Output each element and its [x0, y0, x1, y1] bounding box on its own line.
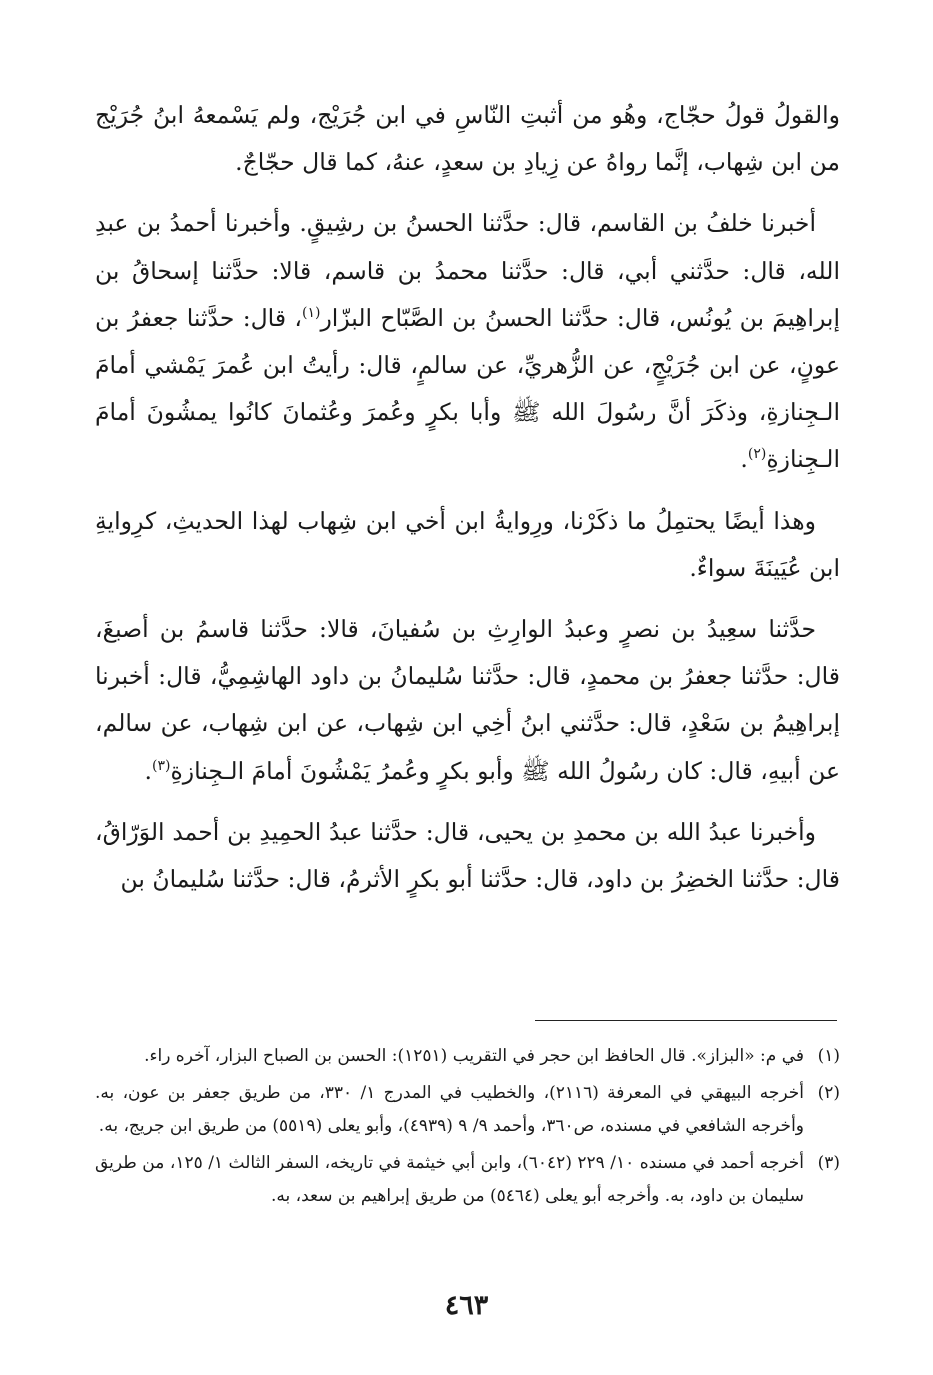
- page-number: ٤٦٣: [444, 1290, 489, 1321]
- paragraph: [95, 92, 840, 186]
- paragraph: [95, 200, 840, 483]
- paragraph: [95, 606, 840, 795]
- paragraph-text: وأخبرنا عبدُ الله بن محمدِ بن يحيى، قال: حدَّثنا عبدُ الحمِيدِ بن أحمد الوَرّاقُ، قال: حدَّثنا الخضِرُ بن داود، قال: حدَّثنا أبو بكرٍ الأثرمُ، قال: حدَّثنا سُليمانُ بن: [95, 817, 840, 894]
- footnote-reference[interactable]: (٢): [747, 446, 767, 463]
- main-text: [95, 92, 840, 903]
- paragraph-text: وهذا أيضًا يحتمِلُ ما ذكَرْنا، ورِوايةُ ابن أخي ابن شِهاب لهذا الحديثِ، كرِوايةِ ابن عُيَينَةَ سواءٌ.: [95, 506, 840, 582]
- footnote-text: أخرجه أحمد في مسنده ١٠/ ٢٢٩ (٦٠٤٢)، وابن أبي خيثمة في تاريخه، السفر الثالث ١/ ١٢٥، من طريق سليمان بن داود، به. وأخرجه أبو يعلى (٥٤٦٤) من طريق إبراهيم بن سعد، به.: [95, 1153, 804, 1206]
- footnote-reference[interactable]: (٣): [151, 757, 171, 774]
- footnote-item: [95, 1147, 840, 1213]
- paragraph-text: والقولُ قولُ حجّاج، وهُو من أثبتِ النّاسِ في ابن جُرَيْج، ولم يَسْمعهُ ابنُ جُرَيْج من ابن شِهاب، إنَّما رواهُ عن زِيادِ بن سعدٍ، عنهُ، كما قال حجّاجٌ.: [95, 101, 840, 177]
- footnotes: [95, 1040, 840, 1217]
- paragraph-text: ، قال: حدَّثنا جعفرُ بن عونٍ، عن ابن جُرَيْجٍ، عن الزُّهريِّ، عن سالمٍ، قال: رأيتُ ابن عُمرَ يَمْشي أمامَ الـجِنازةِ، وذكَرَ أنَّ رسُولَ الله ﷺ وأبا بكرٍ وعُمرَ وعُثمانَ كانُوا يمشُونَ أمامَ الـجِنازةِ: [95, 303, 840, 474]
- footnote-text: في م: «البزاز». قال الحافظ ابن حجر في التقريب (١٢٥١): الحسن بن الصباح البزار، آخره راء.: [144, 1046, 804, 1066]
- footnote-number: (٣): [817, 1153, 840, 1173]
- paragraph-text: .: [144, 756, 152, 785]
- footnote-separator: [535, 1020, 837, 1021]
- footnote-reference[interactable]: (١): [301, 304, 321, 321]
- footnote-number: (٢): [817, 1083, 840, 1103]
- footnote-item: [95, 1040, 840, 1073]
- footnote-text: أخرجه البيهقي في المعرفة (٢١١٦)، والخطيب في المدرج ١/ ٣٣٠، من طريق جعفر بن عون، به. وأخرجه الشافعي في مسنده، ص٣٦٠، وأحمد ٩/ ٩ (٤٩٣٩)، وأبو يعلى (٥٥١٩) من طريق ابن جريج، به.: [95, 1083, 804, 1136]
- paragraph-text: .: [740, 445, 748, 474]
- paragraph-text: أخبرنا خلفُ بن القاسم، قال: حدَّثنا الحسنُ بن رشِيقٍ. وأخبرنا أحمدُ بن عبدِ الله، قال: حدَّثني أبي، قال: حدَّثنا محمدُ بن قاسم، قالا: حدَّثنا إسحاقُ بن إبراهِيمَ بن يُونُس، قال: حدَّثنا الحسنُ بن الصَّبّاح البزّار: [95, 209, 840, 332]
- footnote-number: (١): [817, 1046, 840, 1066]
- paragraph: [95, 809, 840, 903]
- paragraph-text: حدَّثنا سعِيدُ بن نصرٍ وعبدُ الوارِثِ بن سُفيانَ، قالا: حدَّثنا قاسمُ بن أصبغَ، قال: حدَّثنا جعفرُ بن محمدٍ، قال: حدَّثنا سُليمانُ بن داود الهاشِمِيُّ، قال: أخبرنا إبراهِيمُ بن سَعْدٍ، قال: حدَّثني ابنُ أخِي ابن شِهاب، عن ابن شِهاب، عن سالم، عن أبيهِ، قال: كان رسُولُ الله ﷺ وأبو بكرٍ وعُمرُ يَمْشُونَ أمامَ الـجِنازةِ: [95, 615, 840, 785]
- paragraph: [95, 498, 840, 592]
- footnote-item: [95, 1077, 840, 1143]
